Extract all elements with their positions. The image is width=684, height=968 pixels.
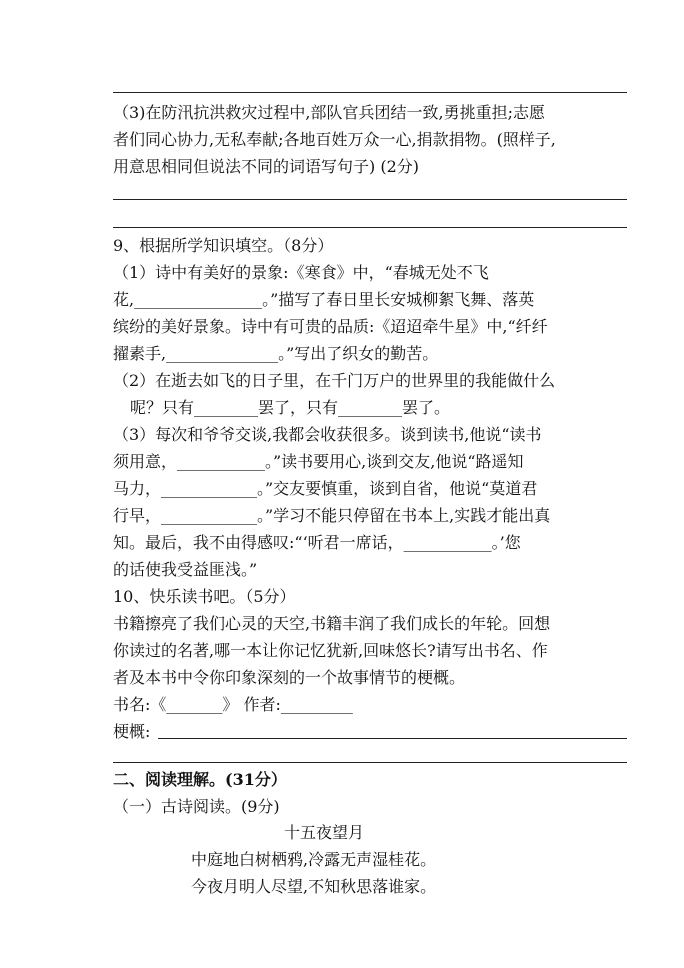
q9-part2-line-1: （2）在逝去如飞的日子里，在千门万户的世界里的我能做什么 [113, 371, 556, 390]
section2-sub1-heading: （一）古诗阅读。(9分) [113, 797, 280, 816]
q8-part3-line-1: （3)在防汛抗洪救灾过程中,部队官兵团结一致,勇挑重担;志愿 [113, 103, 545, 122]
q9-part1-line-3: 缤纷的美好景象。诗中有可贵的品质:《迢迢牵牛星》中,“纤纤 [113, 317, 548, 336]
q10-body-line-2: 你读过的名著,哪一本让你记忆犹新,回味悠长?请写出书名、作 [113, 641, 548, 660]
q10-body-line-3: 者及本书中令你印象深刻的一个故事情节的梗概。 [113, 668, 466, 687]
q9-part3-line-2: 须用意，___________。”读书要用心,谈到交友,他说“路遥知 [113, 452, 524, 471]
poem-title: 十五夜望月 [284, 823, 365, 842]
answer-line [113, 762, 627, 763]
q10-summary-label: 梗概: [113, 722, 151, 741]
q8-part3-line-2: 者们同心协力,无私奉献;各地百姓万众一心,捐款捐物。(照样子, [113, 130, 556, 149]
q9-part1-line-1: （1）诗中有美好的景象:《寒食》中，“春城无处不飞 [113, 263, 489, 282]
answer-line [113, 227, 627, 228]
section2-heading: 二、阅读理解。(31分） [113, 770, 287, 789]
q9-part3-line-1: （3）每次和爷爷交谈,我都会收获很多。谈到读书,他说“读书 [113, 425, 542, 444]
q9-part3-line-5: 知。最后，我不由得感叹:“‘听君一席话，___________。’您 [113, 533, 521, 552]
q9-part1-line-2: 花,________________。”描写了春日里长安城柳絮飞舞、落英 [113, 290, 535, 309]
q9-part3-line-4: 行早，____________。”学习不能只停留在书本上,实践才能出真 [113, 506, 551, 525]
q10-body-line-1: 书籍擦亮了我们心灵的天空,书籍丰润了我们成长的年轮。回想 [113, 614, 551, 633]
q9-part3-line-6: 的话使我受益匪浅。” [113, 560, 258, 579]
q9-part2-line-2: 呢？只有________罢了，只有________罢了。 [130, 398, 451, 417]
q10-heading: 10、快乐读书吧。（5分） [113, 587, 296, 606]
poem-line-2: 今夜月明人尽望,不知秋思落谁家。 [191, 877, 437, 896]
answer-line [113, 199, 627, 200]
q9-part3-line-3: 马力，____________。”交友要慎重，谈到自省，他说“莫道君 [113, 479, 538, 498]
q10-book-author-line: 书名:《_______》 作者:_________ [113, 695, 353, 714]
poem-line-1: 中庭地白树栖鸦,冷露无声湿桂花。 [191, 850, 437, 869]
q9-part1-line-4: 擢素手,______________。”写出了织女的勤苦。 [113, 344, 439, 363]
q9-heading: 9、根据所学知识填空。（8分） [113, 236, 334, 255]
q8-part3-line-3: 用意思相同但说法不同的词语写句子) (2分) [113, 157, 419, 176]
answer-line [158, 738, 627, 739]
answer-line [113, 92, 627, 93]
